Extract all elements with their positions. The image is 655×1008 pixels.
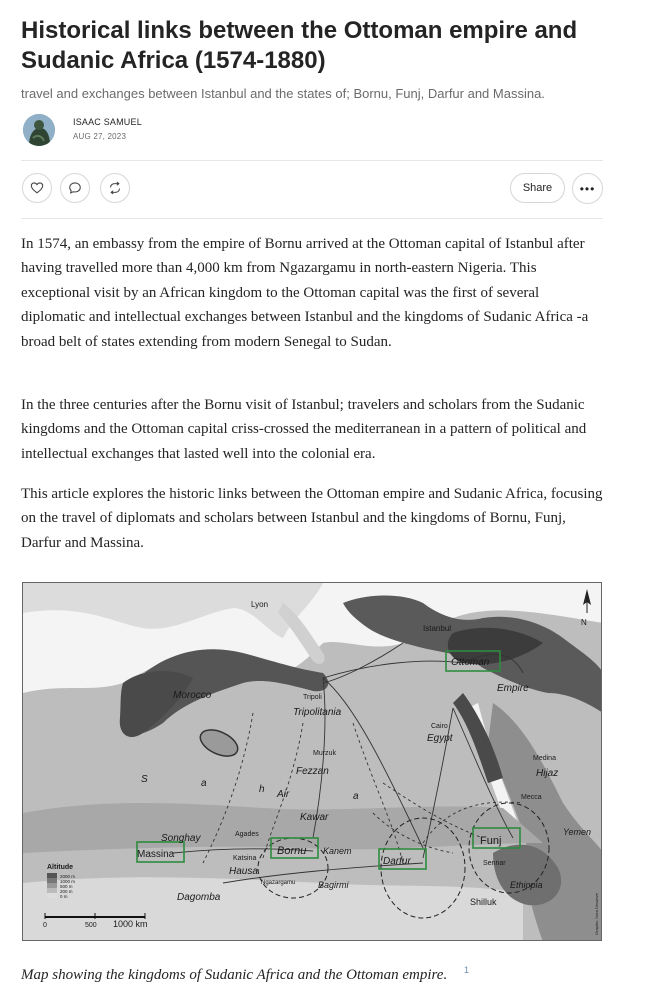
publish-date: AUG 27, 2023 (73, 132, 127, 141)
label-north: N (581, 618, 587, 627)
scale-1000: 1000 km (113, 919, 148, 929)
label-sahara-s: S (141, 774, 148, 785)
label-sahara-a1: a (201, 778, 207, 789)
comment-button[interactable] (60, 173, 90, 203)
label-medina: Medina (533, 755, 556, 762)
label-istanbul: Istanbul (423, 624, 452, 633)
label-cairo: Cairo (431, 723, 448, 730)
label-shilluk: Shilluk (470, 897, 497, 907)
label-tripoli: Tripoli (303, 694, 322, 701)
repost-button[interactable] (100, 173, 130, 203)
author-name[interactable]: ISAAC SAMUEL (73, 117, 142, 127)
label-ngazargamu: Ngazargamu (261, 880, 296, 886)
body-paragraph-1: In 1574, an embassy from the empire of Bornu arrived at the Ottoman capital of Istanbul after having travelled more than 4,000 km from Ngazargamu in north-eastern Nigeria. This exceptional visit by an African kingdom to the Ottoman capital was the first of several diplomatic and intellectual exchanges between Istanbul and the kingdoms of Sudanic Africa -a broad belt of states extending from modern Senegal to Sudan. (21, 236, 589, 350)
label-dagomba: Dagomba (177, 892, 221, 903)
label-songhay: Songhay (161, 833, 201, 844)
label-funj: Funj (480, 835, 502, 847)
label-sennar: Sennar (483, 860, 506, 867)
author-avatar[interactable] (23, 114, 55, 146)
label-lyon: Lyon (251, 600, 269, 609)
label-tripolitania: Tripolitania (293, 707, 342, 718)
altitude-legend (47, 864, 75, 899)
comment-icon (68, 181, 82, 195)
label-hausa: Hausa (229, 866, 258, 877)
legend-title: Altitude (47, 864, 74, 871)
divider-bottom (21, 218, 603, 219)
label-hijaz: Hijaz (536, 768, 559, 779)
label-sahara-a2: a (353, 791, 359, 802)
label-ethiopia: Ethiopia (510, 880, 543, 890)
legend-level-2: 1000 m (60, 879, 76, 884)
article-title: Historical links between the Ottoman empire and Sudanic Africa (1574-1880) (21, 17, 578, 74)
body-paragraph-2: In the three centuries after the Bornu visit of Istanbul; travelers and scholars from the Sudanic kingdoms and the Ottoman capital criss-crossed the mediterranean in a pattern of political and intellectual exchanges that lasted well into the colonial era. (21, 397, 587, 462)
label-murzuk: Murzuk (313, 750, 336, 757)
label-darfur: Darfur (383, 856, 411, 867)
label-credit: Graphic: Nora Decaeve (594, 893, 599, 935)
label-empire: Empire (497, 683, 529, 694)
body-paragraph-3: This article explores the historic links between the Ottoman empire and Sudanic Africa, focusing on the travel of diplomats and scholars between Istanbul and the kingdoms of Bornu, Funj, Darfur and Massina. (21, 486, 603, 551)
legend-level-5: 0 m (60, 894, 68, 899)
label-katsina: Katsina (233, 855, 257, 862)
label-air: Air (277, 789, 290, 800)
article-subtitle: travel and exchanges between Istanbul and the states of; Bornu, Funj, Darfur and Massina. (21, 86, 545, 101)
share-button[interactable]: Share (510, 173, 565, 203)
label-sahara-h: h (259, 784, 265, 795)
label-mecca: Mecca (521, 794, 542, 801)
label-kanem: Kanem (323, 846, 352, 856)
label-massina: Massina (137, 849, 175, 860)
label-yemen: Yemen (563, 827, 592, 837)
label-fezzan: Fezzan (296, 766, 329, 777)
label-bornu: Bornu (277, 845, 307, 857)
legend-level-4: 200 m (60, 889, 73, 894)
legend-level-3: 500 m (60, 884, 73, 889)
label-morocco: Morocco (173, 690, 212, 701)
divider-top (21, 160, 603, 161)
label-kawar: Kawar (300, 812, 329, 823)
figure-caption: Map showing the kingdoms of Sudanic Africa and the Ottoman empire. (21, 967, 448, 983)
label-ottoman: Ottoman (451, 657, 490, 668)
label-bagirmi: Bagirmi (318, 880, 349, 890)
label-egypt: Egypt (427, 733, 453, 744)
legend-level-1: 2000 m (60, 874, 76, 879)
more-options-button[interactable]: ••• (572, 173, 603, 204)
footnote-link[interactable]: 1 (464, 965, 470, 975)
scale-0: 0 (43, 922, 47, 929)
heart-icon (30, 181, 44, 195)
historical-map[interactable] (22, 582, 602, 941)
clap-button[interactable] (22, 173, 52, 203)
scale-500: 500 (85, 922, 97, 929)
label-agades: Agades (235, 831, 259, 838)
repost-icon (108, 181, 122, 195)
